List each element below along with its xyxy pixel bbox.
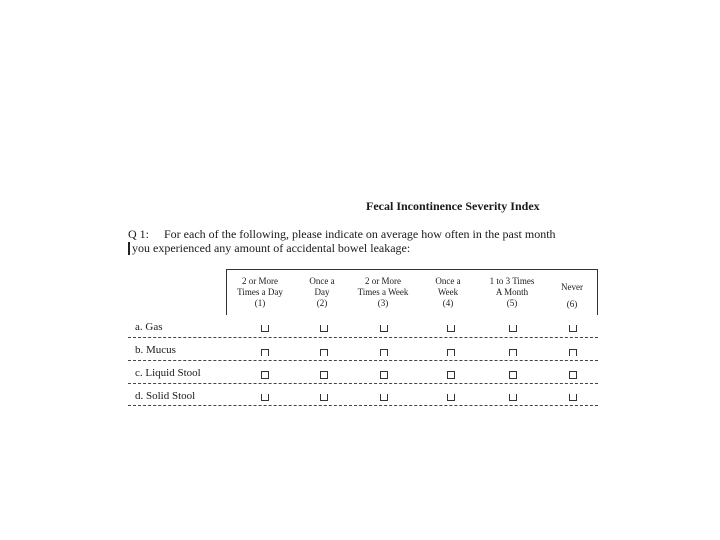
question-line-1: For each of the following, please indicate on average how often in the past month xyxy=(164,227,556,241)
checkbox-mucus-1[interactable] xyxy=(261,349,269,356)
document-title: Fecal Incontinence Severity Index xyxy=(366,199,540,213)
column-header-6 xyxy=(540,282,604,310)
column-header-line: Once a xyxy=(435,276,461,286)
checkbox-gas-3[interactable] xyxy=(380,325,388,332)
row-divider xyxy=(128,383,598,384)
checkbox-gas-5[interactable] xyxy=(509,325,517,332)
checkbox-gas-2[interactable] xyxy=(320,325,328,332)
row-label-gas: a. Gas xyxy=(135,321,163,333)
column-header-line: 1 to 3 Times xyxy=(489,276,535,286)
checkbox-mucus-4[interactable] xyxy=(447,349,455,356)
text-cursor xyxy=(128,242,130,255)
column-header-code: (4) xyxy=(442,298,454,308)
checkbox-liquid-1[interactable] xyxy=(261,371,269,379)
checkbox-liquid-6[interactable] xyxy=(569,371,577,379)
checkbox-gas-1[interactable] xyxy=(261,325,269,332)
row-label-mucus: b. Mucus xyxy=(135,344,176,356)
checkbox-solid-1[interactable] xyxy=(261,394,269,401)
column-header-line: Times a Week xyxy=(357,287,409,297)
column-header-line: Day xyxy=(314,287,330,297)
checkbox-solid-5[interactable] xyxy=(509,394,517,401)
column-header-code: (5) xyxy=(506,298,518,308)
column-header-line: Times a Day xyxy=(237,287,283,297)
column-header-line: Once a xyxy=(309,276,335,286)
column-header-1 xyxy=(228,276,292,309)
row-divider xyxy=(128,337,598,338)
row-divider xyxy=(128,405,598,406)
checkbox-mucus-3[interactable] xyxy=(380,349,388,356)
column-header-5 xyxy=(480,276,544,309)
checkbox-solid-3[interactable] xyxy=(380,394,388,401)
column-header-line: 2 or More xyxy=(242,276,278,286)
checkbox-liquid-4[interactable] xyxy=(447,371,455,379)
checkbox-gas-6[interactable] xyxy=(569,325,577,332)
column-header-code: (6) xyxy=(566,299,578,309)
question-number: Q 1: xyxy=(128,227,149,241)
checkbox-liquid-2[interactable] xyxy=(320,371,328,379)
column-header-line: Never xyxy=(561,282,583,292)
column-header-line: 2 or More xyxy=(365,276,401,286)
column-header-3 xyxy=(351,276,415,309)
checkbox-liquid-3[interactable] xyxy=(380,371,388,379)
checkbox-solid-6[interactable] xyxy=(569,394,577,401)
row-divider xyxy=(128,360,598,361)
checkbox-gas-4[interactable] xyxy=(447,325,455,332)
column-header-code: (2) xyxy=(316,298,328,308)
column-header-line: Week xyxy=(437,287,459,297)
column-header-code: (3) xyxy=(377,298,389,308)
column-header-4 xyxy=(416,276,480,309)
checkbox-solid-2[interactable] xyxy=(320,394,328,401)
checkbox-mucus-5[interactable] xyxy=(509,349,517,356)
column-header-code: (1) xyxy=(254,298,266,308)
row-label-liquid-stool: c. Liquid Stool xyxy=(135,367,201,379)
row-label-solid-stool: d. Solid Stool xyxy=(135,390,196,402)
checkbox-mucus-2[interactable] xyxy=(320,349,328,356)
question-line-2: you experienced any amount of accidental bowel leakage: xyxy=(132,241,411,255)
column-header-line: A Month xyxy=(495,287,529,297)
column-header-2 xyxy=(290,276,354,309)
checkbox-solid-4[interactable] xyxy=(447,394,455,401)
checkbox-liquid-5[interactable] xyxy=(509,371,517,379)
checkbox-mucus-6[interactable] xyxy=(569,349,577,356)
